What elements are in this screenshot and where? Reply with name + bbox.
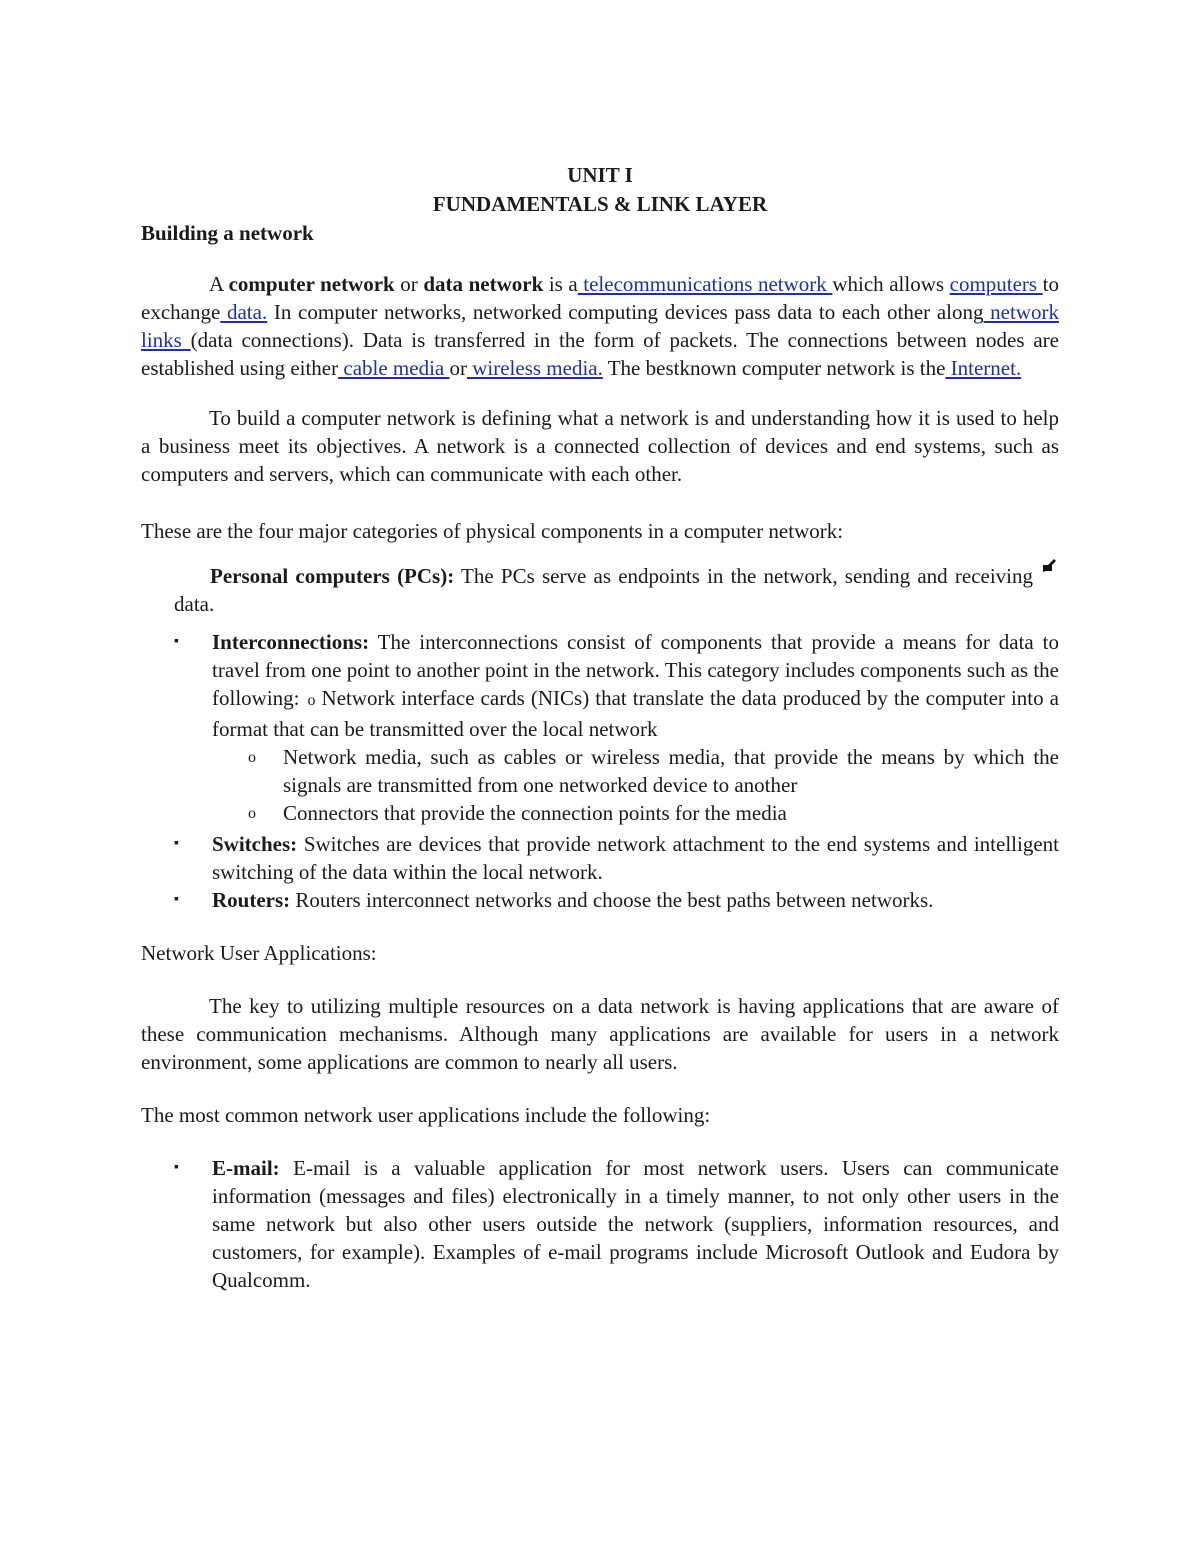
interconnections-sublist xyxy=(212,743,1059,827)
bold-term: E-mail: xyxy=(212,1156,280,1180)
bold-term: Routers: xyxy=(212,888,291,912)
list-item-routers xyxy=(141,886,1059,914)
list-item-personal-computers xyxy=(141,562,1059,618)
text-run: (data connections). Data is transferred in the form of packets. The connections between nodes are established using either xyxy=(141,328,1059,380)
sub-item-connectors xyxy=(212,799,1059,827)
applications-list xyxy=(141,1154,1059,1294)
text-run: The interconnections consist of components that provide a means for data to travel from one point to another point in the network. This category includes components such as the following: xyxy=(212,630,1059,710)
text-run: The PCs serve as endpoints in the network, sending and receiving data. xyxy=(174,564,1034,616)
paragraph-key-to-utilizing: The key to utilizing multiple resources on a data network is having applications that are aware of these communication mechanisms. Although many applications are available for users in a network environment, some applications are common to nearly all users. xyxy=(141,994,1059,1074)
sub-item-network-media xyxy=(212,743,1059,799)
link-data[interactable]: data. xyxy=(220,300,268,324)
components-list xyxy=(141,628,1059,914)
bullet-icon: ▪ xyxy=(174,836,179,851)
section-heading-building-network: Building a network xyxy=(141,221,314,245)
bold-term: Personal computers (PCs): xyxy=(210,564,455,588)
paragraph-build-network: To build a computer network is defining what a network is and understanding how it is used to help a business meet its objectives. A network is a connected collection of devices and end systems, such as computers and servers, which can communicate with each other. xyxy=(141,406,1059,486)
list-item-email xyxy=(141,1154,1059,1294)
sub-item-nics: Network interface cards (NICs) that translate the data produced by the computer into a format that can be transmitted over the local network xyxy=(212,686,1059,741)
unit-title: UNIT I xyxy=(567,163,633,187)
document-body xyxy=(141,161,1059,1294)
link-telecommunications-network[interactable]: telecommunications network xyxy=(577,272,833,296)
bold-term: data network xyxy=(423,272,544,296)
link-cable-media[interactable]: cable media xyxy=(338,356,450,380)
circle-bullet-icon: o xyxy=(307,692,316,709)
bold-term: Switches: xyxy=(212,832,298,856)
unit-subtitle: FUNDAMENTALS & LINK LAYER xyxy=(432,192,768,216)
link-network-links[interactable]: network links xyxy=(141,300,1059,352)
link-internet[interactable]: Internet. xyxy=(945,356,1022,380)
text-run: Switches are devices that provide network attachment to the end systems and intelligent switching of the data within the local network. xyxy=(212,832,1059,884)
section-heading-user-applications: Network User Applications: xyxy=(141,941,377,965)
circle-bullet-icon: o xyxy=(248,805,256,822)
link-wireless-media[interactable]: wireless media. xyxy=(466,356,603,380)
pc-text xyxy=(174,562,1059,618)
text-run: or xyxy=(394,272,424,296)
text-run: Network media, such as cables or wireless media, that provide the means by which the signals are transmitted from one networked device to another xyxy=(283,745,1059,797)
paragraph-network-definition xyxy=(141,270,1059,382)
text-run: or xyxy=(449,356,467,380)
bold-term: computer network xyxy=(228,272,395,296)
paragraph-four-categories: These are the four major categories of physical components in a computer network: xyxy=(141,519,844,543)
pen-icon xyxy=(1041,554,1059,582)
text-run: A xyxy=(209,272,229,296)
text-run: The bestknown computer network is the xyxy=(602,356,946,380)
bullet-icon: ▪ xyxy=(174,634,179,649)
bold-term: Interconnections: xyxy=(212,630,370,654)
paragraph-common-applications: The most common network user applications include the following: xyxy=(141,1103,711,1127)
text-run: to exchange xyxy=(141,272,1060,324)
circle-bullet-icon: o xyxy=(248,749,256,766)
list-item-switches xyxy=(141,830,1059,886)
text-run: Connectors that provide the connection points for the media xyxy=(283,801,787,825)
list-item-interconnections xyxy=(141,628,1059,827)
text-run: E-mail is a valuable application for most network users. Users can communicate information (messages and files) electronically in a timely manner, to not only other users in the same network but also other users outside the network (suppliers, information resources, and customers, for example). Examples of e-mail programs include Microsoft Outlook and Eudora by Qualcomm. xyxy=(212,1156,1059,1292)
text-run: which allows xyxy=(832,272,950,296)
text-run: Routers interconnect networks and choose the best paths between networks. xyxy=(290,888,934,912)
text-run: is a xyxy=(543,272,578,296)
text-run: In computer networks, networked computing devices pass data to each other along xyxy=(267,300,984,324)
bullet-icon: ▪ xyxy=(174,1160,179,1175)
bullet-icon: ▪ xyxy=(174,892,179,907)
link-computers[interactable]: computers xyxy=(949,272,1043,296)
